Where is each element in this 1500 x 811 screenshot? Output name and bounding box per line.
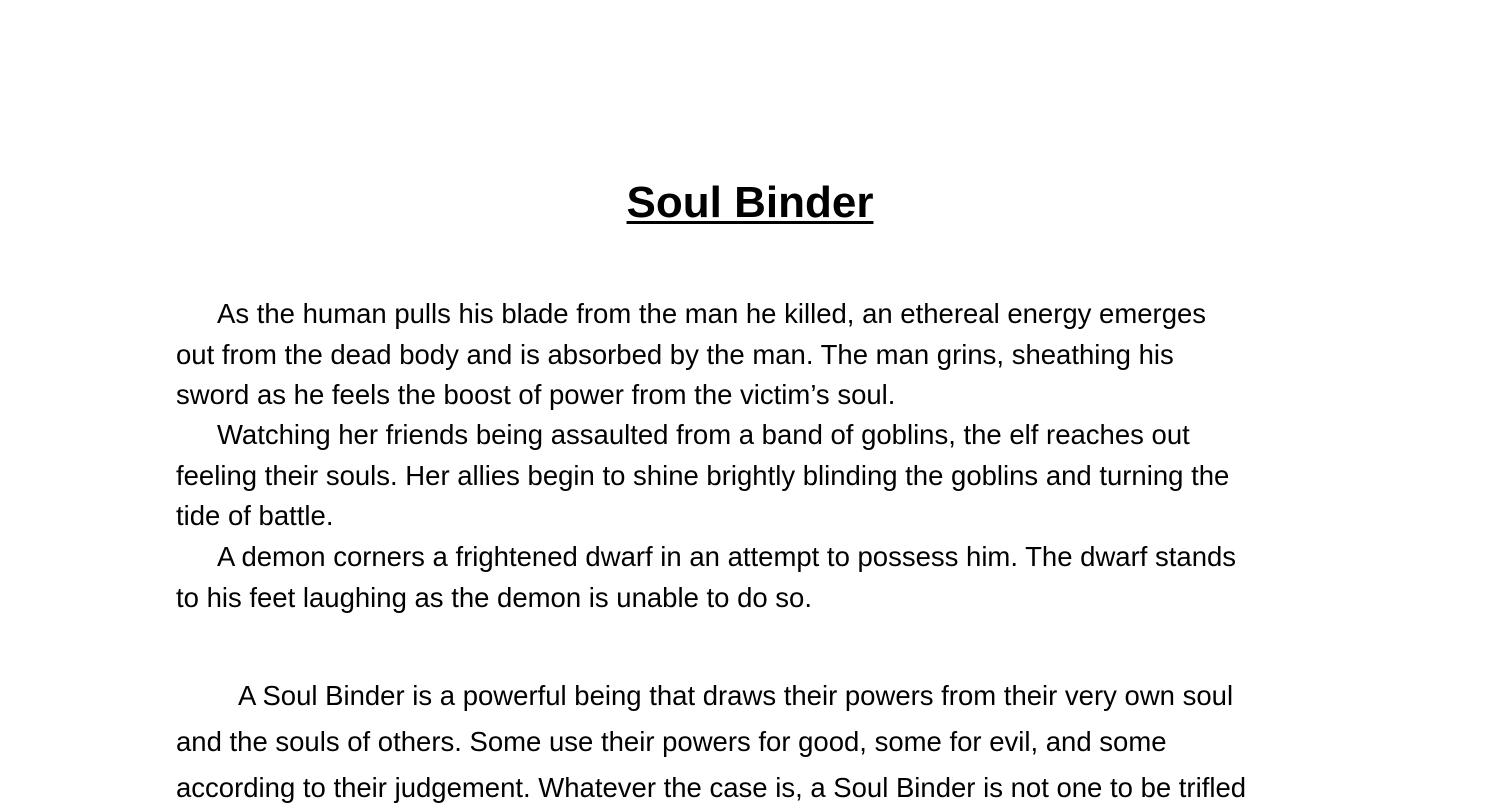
paragraph-line: and the souls of others. Some use their powers for good, some for evil, and some — [176, 726, 1167, 757]
paragraph-line: feeling their souls. Her allies begin to shine brightly blinding the goblins and turning the — [176, 459, 1230, 491]
paragraph-human-soul — [176, 294, 1336, 416]
paragraph-line: A Soul Binder is a powerful being that draws their powers from their very own soul — [238, 680, 1234, 711]
document-title: Soul Binder — [626, 178, 874, 227]
paragraph-line: As the human pulls his blade from the man he killed, an ethereal energy emerges — [217, 298, 1207, 329]
paragraph-line: A demon corners a frightened dwarf in an attempt to possess him. The dwarf stands — [217, 541, 1237, 572]
paragraph-demon-dwarf — [176, 537, 1336, 618]
paragraph-soul-binder-definition — [176, 673, 1336, 811]
paragraph-line: to his feet laughing as the demon is unable to do so. — [176, 581, 812, 613]
paragraph-line: tide of battle. — [176, 500, 334, 531]
paragraph-line: according to their judgement. Whatever the case is, a Soul Binder is not one to be trifled — [176, 772, 1247, 803]
paragraph-elf-goblins — [176, 415, 1336, 537]
paragraph-line: sword as he feels the boost of power from the victim’s soul. — [176, 379, 896, 410]
paragraph-line: out from the dead body and is absorbed by the man. The man grins, sheathing his — [176, 338, 1174, 370]
paragraph-line: Watching her friends being assaulted from a band of goblins, the elf reaches out — [217, 419, 1190, 450]
